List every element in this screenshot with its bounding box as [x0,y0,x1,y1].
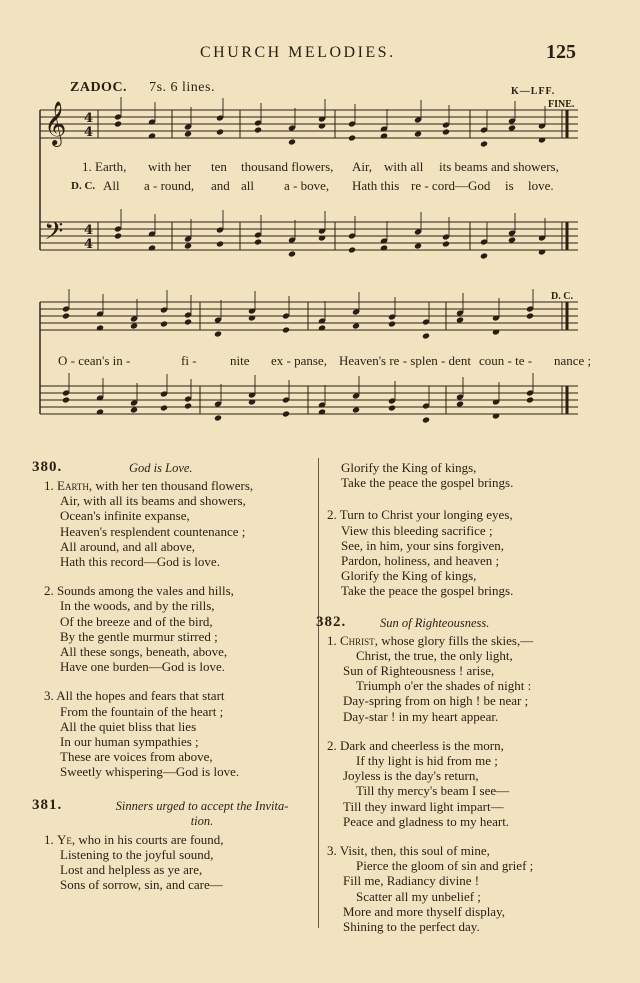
hymn-number: 382. [316,613,347,630]
note-head [282,326,290,333]
note-head [414,130,422,137]
note-head [148,244,156,251]
note-head [348,134,356,141]
lyric-word: Hath this [352,178,400,193]
stanza [44,688,316,779]
note-head [62,312,70,319]
note-head [492,412,500,419]
note-head [508,236,516,243]
verse-line: , who in his courts are found, [71,831,224,847]
lyric-word: coun - te - [479,353,533,368]
verse-line: Christ, the true, the only light, [356,647,513,663]
verse-line: Shining to the perfect day. [343,919,480,935]
note-head [380,132,388,139]
verse-line: Sons of sorrow, sin, and care— [60,877,223,893]
verse-line: By the gentle murmur stirred ; [60,628,218,644]
verse-line: Take the peace the gospel brings. [341,583,514,599]
verse-line: Triumph o'er the shades of night : [356,678,532,694]
hymn-381 [32,798,316,893]
verse-line: All around, and all above, [60,538,196,554]
first-word: Ye [57,831,72,847]
lyric-word: Heaven's re - splen - dent [339,353,471,368]
note-head [288,138,296,145]
verse-line: Ocean's infinite expanse, [60,508,190,524]
left-column [32,460,316,906]
verse-number: 2. [44,583,54,599]
stanza [44,478,316,569]
verse-line: More and more thyself display, [343,903,505,919]
verse-line: Sounds among the vales and hills, [57,583,234,599]
note-head [130,322,138,329]
hymn-381-continued [327,460,627,599]
hymn-number: 381. [32,796,63,813]
lyric-word: love. [528,178,554,193]
note-head [130,406,138,413]
note-head [288,250,296,257]
lyric-word: 1. Earth, [82,159,127,174]
treble-clef-icon: 𝄞 [44,101,67,145]
verse-line: Joyless is the day's return, [343,768,479,784]
verse-line: Scatter all my unbelief ; [356,888,481,904]
lyrics-line-1 [0,159,640,175]
stanza [44,832,316,893]
composer: K—LFF. [511,86,556,97]
hymn-title: Sun of Righteousness. [380,615,490,630]
note-head [508,124,516,131]
verse-line: If thy light is hid from me ; [356,753,498,769]
verse-line: Sweetly whispering—God is love. [60,764,240,780]
lyric-word: ten [211,159,227,174]
note-head [184,242,192,249]
note-head [442,128,450,135]
note-head [480,140,488,147]
note-head [442,240,450,247]
verse-line: In our human sympathies ; [60,734,199,750]
lyric-word: ex - panse, [271,353,327,368]
lyric-word: all [241,178,254,193]
verse-number: 1. [327,632,337,648]
tune-name: ZADOC. [70,80,128,95]
verse-line: All the hopes and fears that start [56,688,225,704]
stanza [327,738,627,829]
note-head [160,404,168,411]
note-head [62,396,70,403]
verse-line: View this bleeding sacrifice ; [341,522,493,538]
verse-line: Lost and helpless as ye are, [60,862,203,878]
note-head [352,406,360,413]
lyric-word: a - bove, [284,178,330,193]
note-head [282,410,290,417]
first-word: Earth [57,478,89,493]
verse-line: Visit, then, this soul of mine, [339,843,490,859]
lyrics-line-3 [0,353,640,369]
lyric-word: nance ; [554,353,592,368]
dc-label: D. C. [71,180,96,192]
note-head [422,416,430,423]
note-head [318,122,326,129]
verse-line: See, in him, your sins forgiven, [341,537,504,553]
verse-line: Sun of Righteousness ! arise, [343,663,495,679]
lyric-word: O - cean's in - [58,353,131,368]
note-head [492,328,500,335]
verse-line: These are voices from above, [60,749,213,765]
time-signature-bottom: 4 [84,237,94,252]
lyric-word: —God [455,178,491,193]
note-head [254,238,262,245]
verse-number: 2. [327,737,337,753]
note-head [380,244,388,251]
note-head [184,130,192,137]
right-column [316,460,627,948]
note-head [114,120,122,127]
lyric-word: nite [230,353,250,368]
note-head [160,320,168,327]
verse-line: Till they inward light impart— [343,798,504,814]
hymn-title: God is Love. [129,461,193,475]
hymn-title-line: tion. [190,813,214,828]
lyric-word: Air, [352,159,373,174]
verse-line: All these songs, beneath, above, [60,644,228,660]
note-head [388,320,396,327]
verse-number: 3. [327,843,337,859]
note-head [456,316,464,323]
verse-line: Pardon, holiness, and heaven ; [341,553,500,569]
note-head [422,332,430,339]
hymn-title [84,799,320,829]
verse-line: Hath this record—God is love. [60,554,220,570]
note-head [538,248,546,255]
music-score [0,0,640,440]
note-head [388,404,396,411]
note-head [318,234,326,241]
hymn-382 [316,613,627,935]
note-head [96,324,104,331]
first-word: Christ [340,632,375,648]
verse-line: , with her ten thousand flowers, [88,478,254,493]
verse-line: Turn to Christ your longing eyes, [339,507,513,523]
note-head [216,128,224,135]
note-head [184,402,192,409]
verse-line: Day-star ! in my heart appear. [343,708,499,724]
time-signature-bottom: 4 [84,125,94,140]
verse-number: 1. [44,831,54,847]
verse-line: Glorify the King of kings, [341,460,477,475]
verse-line: From the fountain of the heart ; [60,703,224,719]
note-head [352,322,360,329]
note-head [526,396,534,403]
note-head [248,314,256,321]
note-head [526,312,534,319]
hymn-380 [32,460,316,780]
page-number: 125 [546,41,576,63]
stanza [327,633,627,724]
note-head [214,414,222,421]
verse-number: 2. [327,507,337,523]
verse-line: , whose glory fills the skies,— [374,632,534,648]
verse-line: Heaven's resplendent countenance ; [60,523,246,539]
lyric-word: All [103,178,120,193]
note-head [414,242,422,249]
note-head [538,136,546,143]
hymn-number: 380. [32,459,63,475]
verse-line: Glorify the King of kings, [341,568,477,584]
column-divider [318,458,319,928]
note-head [114,232,122,239]
hymn-title-line: Sinners urged to accept the Invita- [115,798,289,813]
note-head [216,240,224,247]
verse-line: Fill me, Radiancy divine ! [343,873,480,889]
verse-line: Pierce the gloom of sin and grief ; [356,858,534,874]
verse-line: Have one burden—God is love. [60,659,225,675]
lyric-word: and [211,178,230,193]
note-head [456,400,464,407]
verse-line: Air, with all its beams and showers, [60,493,246,509]
verse-number: 1. [44,478,54,493]
note-head [348,246,356,253]
note-head [214,330,222,337]
bass-clef-icon: 𝄢 [44,217,64,252]
note-head [96,408,104,415]
lyric-word: is [505,178,514,193]
verse-line: Dark and cheerless is the morn, [340,737,504,753]
note-head [254,126,262,133]
lyric-word: with her [148,159,191,174]
verse-number: 3. [44,688,54,704]
running-header: CHURCH MELODIES. [200,44,396,61]
note-head [480,252,488,259]
dc-mark: D. C. [551,291,573,302]
lyric-word: a - round, [144,178,195,193]
time-signature-top: 4 [84,223,94,238]
lyric-word: with all [384,159,424,174]
verse-line: All the quiet bliss that lies [60,718,197,734]
verse-line: Day-spring from on high ! be near ; [343,693,529,709]
verse-line: Till thy mercy's beam I see— [356,783,510,799]
lyric-word: re - cord [411,178,456,193]
lyric-word: thousand flowers, [241,159,334,174]
lyrics-line-2 [0,178,640,194]
note-head [248,398,256,405]
verse-line: Peace and gladness to my heart. [343,813,510,829]
verse-line: Take the peace the gospel brings. [341,475,514,491]
tune-meter: 7s. 6 lines. [149,80,215,95]
note-head [318,324,326,331]
note-head [318,408,326,415]
verse-line: Listening to the joyful sound, [60,846,214,862]
time-signature-top: 4 [84,111,94,126]
fine-mark: FINE. [548,99,575,110]
verse-line: Of the breeze and of the bird, [60,613,213,629]
lyric-word: fi - [181,353,197,368]
stanza [327,843,627,934]
note-head [184,318,192,325]
stanza [44,583,316,674]
note-head [148,132,156,139]
lyric-word: its beams and showers, [439,159,559,174]
verse-line: In the woods, and by the rills, [60,598,215,614]
